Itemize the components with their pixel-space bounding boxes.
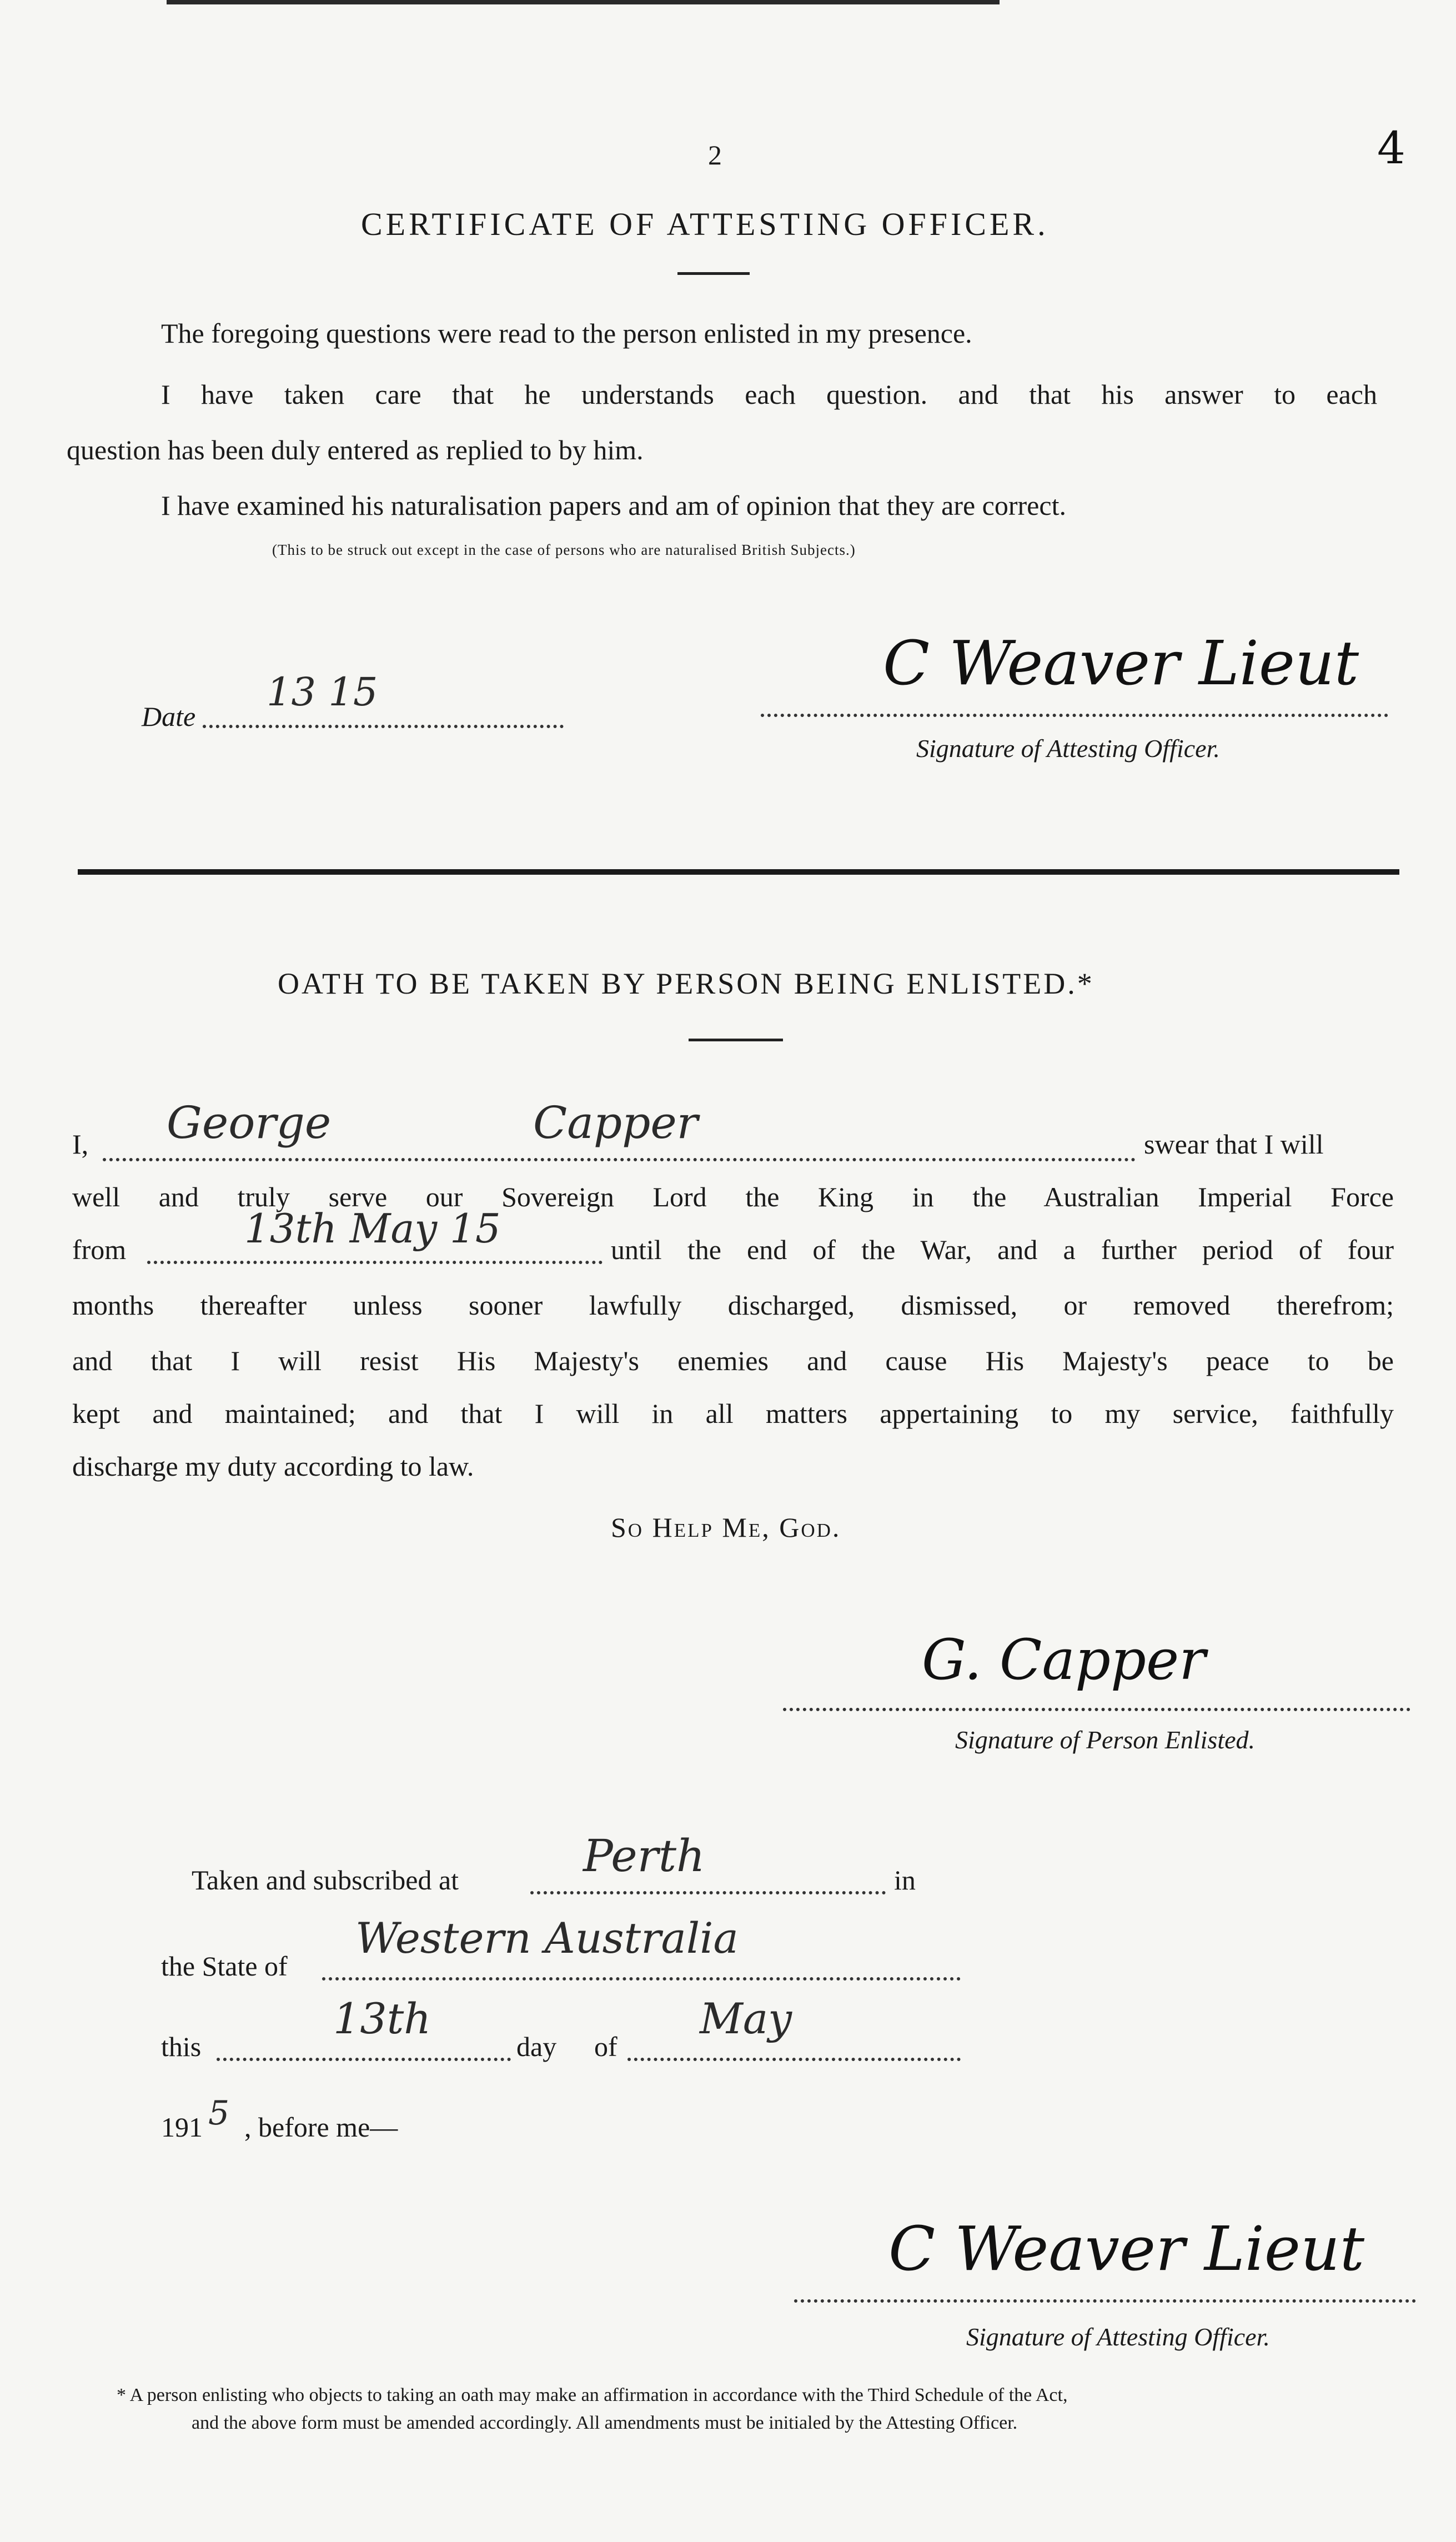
date-dotted-line bbox=[203, 725, 564, 728]
certificate-line-2b: question has been duly entered as replied to by him. bbox=[67, 434, 644, 465]
state-label: the State of bbox=[161, 1951, 288, 1982]
this-label: this bbox=[161, 2031, 202, 2062]
certificate-line-1: The foregoing questions were read to the person enlisted in my presence. bbox=[161, 318, 972, 349]
oath-line-4: months thereafter unless sooner lawfully discharged, dismissed, or removed therefrom; bbox=[72, 1290, 1394, 1321]
top-border-rule bbox=[167, 0, 1000, 4]
certificate-line-2a: I have taken care that he understands each question. and that his answer to each bbox=[161, 379, 1377, 410]
footnote-line-2: and the above form must be amended accordingly. All amendments must be initialed by the Attesting Officer. bbox=[192, 2413, 1018, 2433]
oath-title: OATH TO BE TAKEN BY PERSON BEING ENLISTED.* bbox=[278, 967, 1094, 1000]
officer-signature-caption: Signature of Attesting Officer. bbox=[916, 734, 1220, 763]
in-label: in bbox=[894, 1864, 916, 1896]
day-label: day bbox=[516, 2031, 557, 2062]
oath-line-2: well and truly serve our Sovereign Lord the King in the Australian Imperial Force bbox=[72, 1181, 1394, 1212]
oath-line-5: and that I will resist His Majesty's enemies and cause His Majesty's peace to be bbox=[72, 1345, 1394, 1376]
certificate-title-rule bbox=[677, 272, 750, 275]
month-dotted-line bbox=[627, 2058, 961, 2061]
date-label: Date bbox=[142, 701, 196, 732]
oath-title-rule bbox=[689, 1039, 783, 1041]
taken-label: Taken and subscribed at bbox=[192, 1864, 459, 1896]
subscription-signature: C Weaver Lieut bbox=[888, 2213, 1365, 2284]
month-value: May bbox=[700, 1994, 792, 2043]
oath-from-dotted-line bbox=[147, 1261, 603, 1264]
oath-line-3-end: until the end of the War, and a further period of four bbox=[611, 1234, 1394, 1265]
day-dotted-line bbox=[217, 2058, 511, 2061]
section-divider bbox=[78, 869, 1399, 875]
before-me: , before me— bbox=[244, 2112, 398, 2143]
state-value: Western Australia bbox=[355, 1913, 739, 1963]
oath-name-prefix: I, bbox=[72, 1129, 89, 1160]
certificate-title: CERTIFICATE OF ATTESTING OFFICER. bbox=[361, 206, 1049, 242]
year-value: 5 bbox=[208, 2094, 230, 2133]
state-dotted-line bbox=[322, 1977, 961, 1981]
day-value: 13th bbox=[333, 1994, 431, 2043]
certificate-line-3: I have examined his naturalisation papers and am of opinion that they are correct. bbox=[161, 490, 1066, 521]
year-prefix: 191 bbox=[161, 2112, 203, 2143]
naturalisation-note: (This to be struck out except in the case of persons who are naturalised British Subjects.) bbox=[272, 542, 856, 558]
oath-name-first: George bbox=[167, 1097, 332, 1149]
of-label: of bbox=[594, 2031, 617, 2062]
enlisted-signature: G. Capper bbox=[922, 1627, 1206, 1692]
subscription-signature-line bbox=[794, 2299, 1416, 2303]
footnote-line-1: * A person enlisting who objects to taking an oath may make an affirmation in accordance with the Third Schedule of the Act, bbox=[117, 2385, 1068, 2405]
enlisted-signature-line bbox=[783, 1708, 1410, 1711]
oath-name-dotted-line bbox=[103, 1158, 1136, 1161]
taken-value: Perth bbox=[583, 1830, 705, 1882]
oath-from-label: from bbox=[72, 1234, 127, 1265]
oath-line-1-end: swear that I will bbox=[1144, 1129, 1324, 1160]
enlisted-signature-caption: Signature of Person Enlisted. bbox=[955, 1726, 1256, 1754]
date-value: 13 15 bbox=[267, 669, 378, 715]
oath-from-value: 13th May 15 bbox=[244, 1205, 501, 1252]
taken-dotted-line bbox=[530, 1891, 886, 1894]
subscription-signature-caption: Signature of Attesting Officer. bbox=[966, 2323, 1270, 2351]
oath-line-7: discharge my duty according to law. bbox=[72, 1451, 474, 1482]
oath-closing: So Help Me, God. bbox=[611, 1512, 841, 1543]
page-number: 2 bbox=[708, 139, 722, 171]
oath-name-last: Capper bbox=[533, 1097, 698, 1149]
oath-line-6: kept and maintained; and that I will in all matters appertaining to my service, faithfully bbox=[72, 1398, 1394, 1429]
officer-signature: C Weaver Lieut bbox=[883, 628, 1359, 699]
officer-signature-line bbox=[761, 714, 1388, 717]
corner-mark: 4 bbox=[1377, 122, 1405, 174]
